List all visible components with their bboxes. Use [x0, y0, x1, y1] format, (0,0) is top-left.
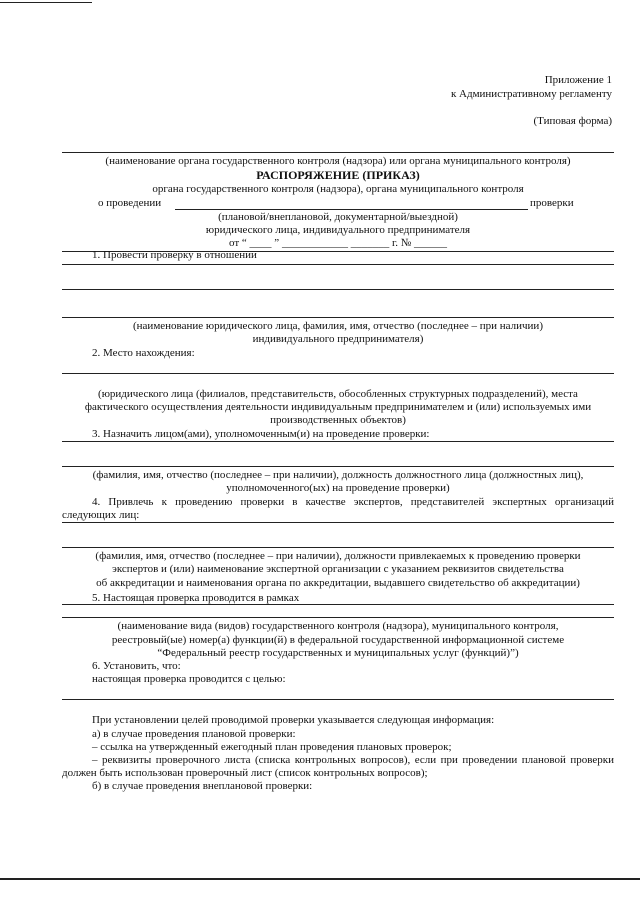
item5-caption-3: “Федеральный реестр государственных и муниципальных услуг (функций)”)	[157, 647, 519, 659]
item5-caption-1: (наименование вида (видов) государственного контроля (надзора), муниципального контроля,	[117, 620, 559, 632]
item1-line-b	[62, 289, 614, 290]
item5-label: 5. Настоящая проверка проводится в рамках	[92, 592, 300, 604]
item4-line-b	[62, 547, 614, 548]
item1-caption-1: (наименование юридического лица, фамилия, имя, отчество (последнее – при наличии)	[133, 320, 543, 332]
item1-caption-2: индивидуального предпринимателя)	[252, 333, 424, 345]
item2-caption-1: (юридического лица (филиалов, представительств, обособленных структурных подразделений), места	[98, 388, 578, 400]
document-title: РАСПОРЯЖЕНИЕ (ПРИКАЗ)	[256, 168, 420, 182]
item5-caption-2: реестровый(ые) номер(а) функции(й) в федеральной государственной информационной системе	[111, 634, 565, 646]
item6-goal-line: настоящая проверка проводится с целью:	[92, 673, 286, 685]
item1-line-c	[62, 317, 614, 318]
goals-planned-item-2: – реквизиты проверочного листа (списка контрольных вопросов), если при проведении плановой проверки должен быть использован проверочный лист (список контрольных вопросов);	[62, 754, 614, 779]
item2-caption-2: фактического осуществления деятельности индивидуальным предпринимателем и (или) используемых ими	[84, 401, 592, 413]
goals-intro: При установлении целей проводимой проверки указывается следующая информация:	[92, 714, 495, 726]
regulation-label: к Административному регламенту	[450, 88, 612, 100]
item3-line-b	[62, 466, 614, 467]
item1-line-a	[62, 264, 614, 265]
item4-label: 4. Привлечь к проведению проверки в качестве экспертов, представителей экспертных организаций следующих лиц:	[62, 496, 614, 521]
document-subtitle: органа государственного контроля (надзора), органа муниципального контроля	[152, 183, 524, 195]
org-name-caption: (наименование органа государственного контроля (надзора) или органа муниципального контроля)	[105, 155, 571, 167]
item4-caption-3: об аккредитации и наименования органа по аккредитации, выдавшего свидетельство об аккредитации)	[96, 577, 580, 589]
item3-label: 3. Назначить лицом(ами), уполномоченным(и) на проведение проверки:	[92, 428, 430, 440]
item3-line-a	[62, 441, 614, 442]
conduct-type-line	[175, 209, 528, 210]
goals-planned: а) в случае проведения плановой проверки:	[92, 728, 296, 740]
goals-unplanned: б) в случае проведения внеплановой проверки:	[92, 780, 313, 792]
footer-rule	[0, 878, 640, 880]
form-type-label: (Типовая форма)	[533, 115, 612, 127]
item2-line	[62, 373, 614, 374]
conduct-suffix: проверки	[530, 197, 574, 209]
item6-line	[62, 699, 614, 700]
org-name-line	[62, 152, 614, 153]
item3-caption-2: уполномоченного(ых) на проведение проверки)	[226, 482, 450, 494]
goals-planned-item-1: – ссылка на утвержденный ежегодный план проведения плановых проверок;	[92, 741, 452, 753]
date-number-line: от “ ____ ” ____________ _______ г. № ______	[229, 237, 447, 249]
check-type-caption: (плановой/внеплановой, документарной/выездной)	[218, 211, 458, 223]
item2-label: 2. Место нахождения:	[92, 347, 195, 359]
appendix-label: Приложение 1	[544, 74, 612, 86]
item3-caption-1: (фамилия, имя, отчество (последнее – при наличии), должность должностного лица (должностных лиц),	[92, 469, 584, 481]
item2-caption-3: производственных объектов)	[270, 414, 406, 426]
item1-label: 1. Провести проверку в отношении	[92, 249, 257, 261]
item5-line-a	[62, 604, 614, 605]
item6-label: 6. Установить, что:	[92, 660, 181, 672]
item4-caption-1: (фамилия, имя, отчество (последнее – при наличии), должности привлекаемых к проведению проверки	[95, 550, 581, 562]
subject-caption: юридического лица, индивидуального предпринимателя	[205, 224, 471, 236]
item4-caption-2: экспертов и (или) наименование экспертной организации с указанием реквизитов свидетельства	[112, 563, 564, 575]
item4-line-a	[62, 522, 614, 523]
scan-edge-line	[0, 2, 92, 3]
conduct-prefix: о проведении	[98, 197, 162, 209]
item5-line-b	[62, 617, 614, 618]
